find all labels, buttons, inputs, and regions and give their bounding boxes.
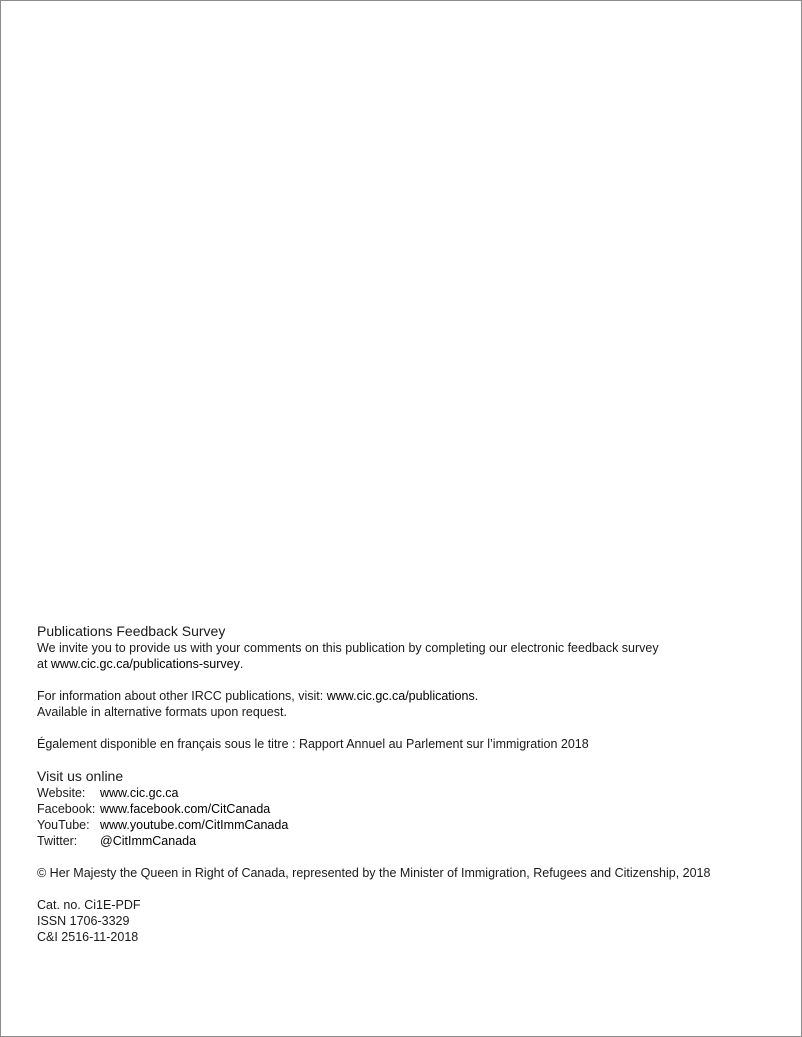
issn-number: ISSN 1706-3329 [37,914,130,928]
twitter-row [37,833,777,849]
survey-link[interactable]: www.cic.gc.ca/publications-survey [50,657,240,671]
feedback-text: We invite you to provide us with your comments on this publication by completing our electronic feedback survey [37,641,659,655]
feedback-survey-prefix: at [37,657,51,671]
facebook-link[interactable]: www.facebook.com/CitCanada [100,802,271,816]
copyright-text: © Her Majesty the Queen in Right of Canada, represented by the Minister of Immigration, Refugees and Citizenship, 2018 [37,866,711,880]
french-title-note: Également disponible en français sous le titre : Rapport Annuel au Parlement sur l’immigration 2018 [37,737,589,751]
publications-info-suffix: . [474,689,479,703]
website-link[interactable]: www.cic.gc.ca [100,786,179,800]
youtube-label: YouTube: [37,818,90,832]
spacer [37,752,777,768]
twitter-label: Twitter: [37,834,78,848]
spacer [37,849,777,865]
feedback-survey-suffix: . [239,657,244,671]
colophon [37,623,777,945]
twitter-link[interactable]: @CitImmCanada [100,834,197,848]
ci-number: C&I 2516-11-2018 [37,930,139,944]
youtube-row [37,817,777,833]
feedback-survey-line [37,656,777,672]
alternative-formats-text: Available in alternative formats upon request. [37,705,287,719]
publications-info-line [37,688,777,704]
spacer [37,720,777,736]
publications-link[interactable]: www.cic.gc.ca/publications [326,689,475,703]
catalog-number: Cat. no. Ci1E-PDF [37,898,141,912]
website-row [37,785,777,801]
spacer [37,881,777,897]
feedback-heading: Publications Feedback Survey [37,623,226,639]
visit-heading: Visit us online [37,768,124,784]
facebook-label: Facebook: [37,802,96,816]
youtube-link[interactable]: www.youtube.com/CitImmCanada [100,818,289,832]
website-label: Website: [37,786,86,800]
publications-info-prefix: For information about other IRCC publications, visit: [37,689,327,703]
facebook-row [37,801,777,817]
spacer [37,672,777,688]
